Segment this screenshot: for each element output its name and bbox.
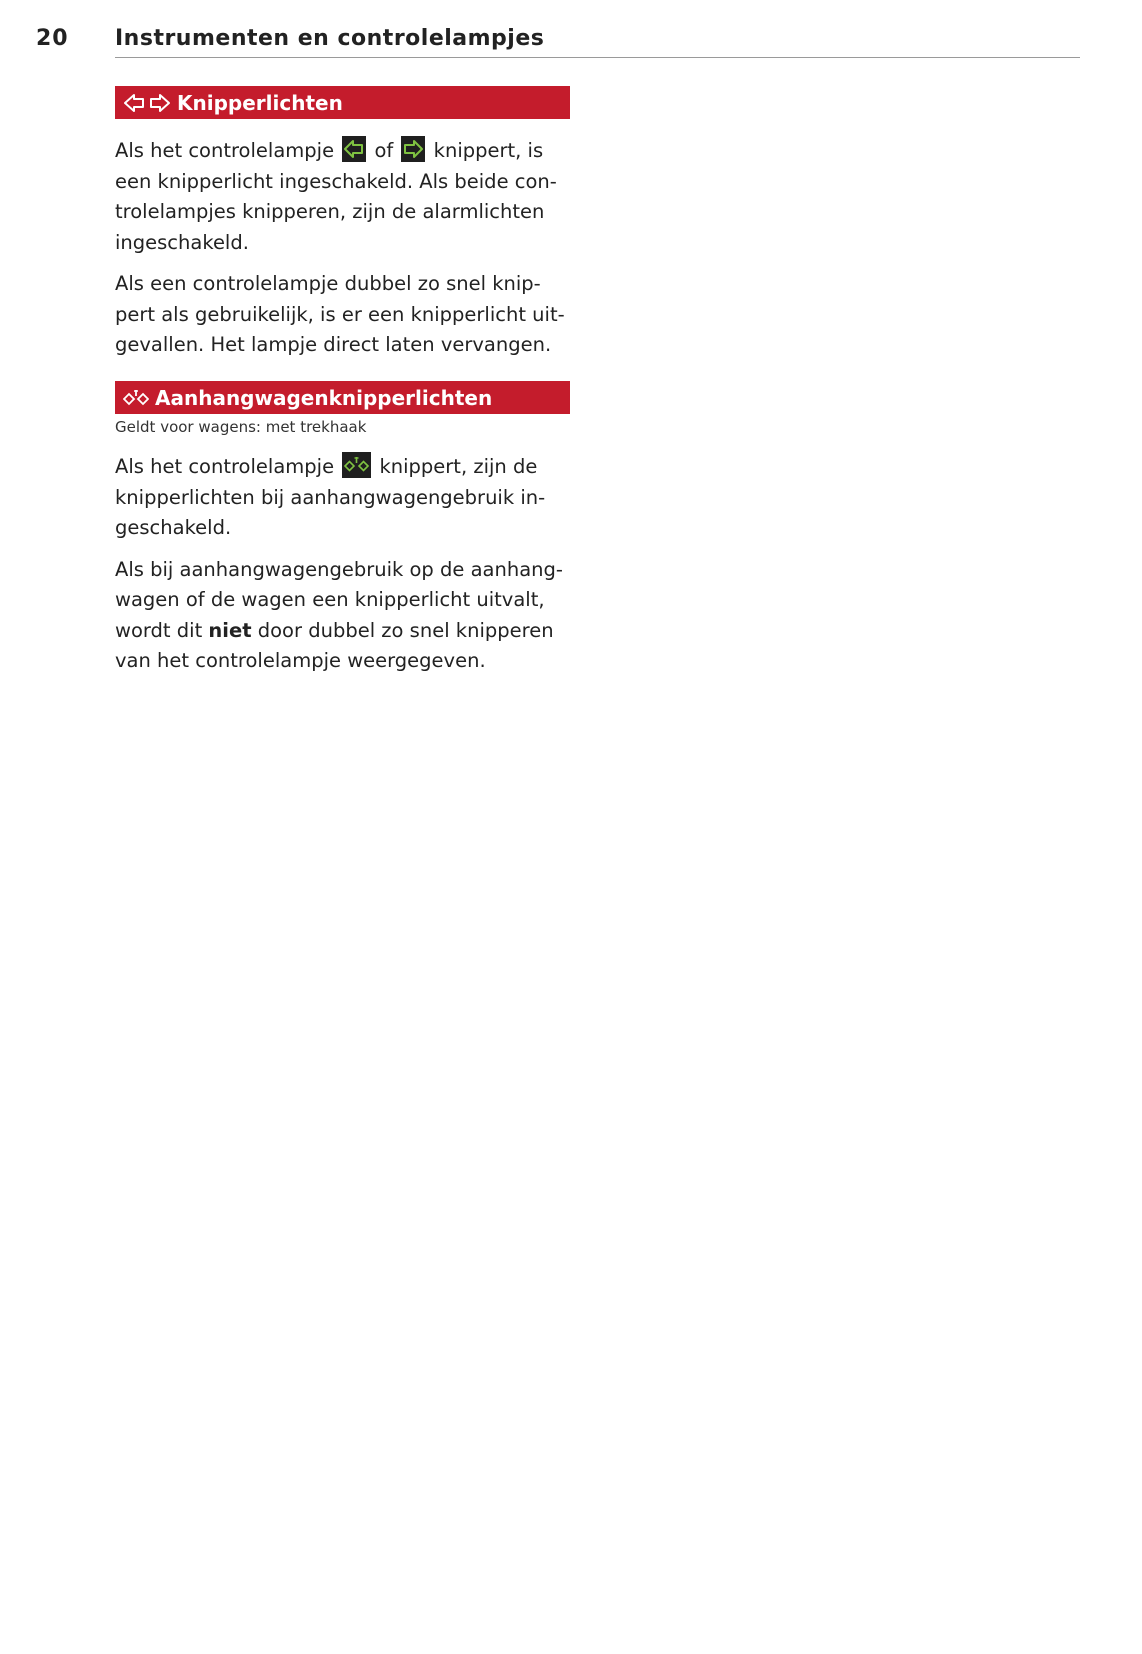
- section-title: Aanhangwagenknipperlichten: [155, 385, 493, 410]
- emphasis-text: niet: [208, 618, 252, 642]
- section-knipperlichten: [115, 86, 570, 361]
- text-segment: door dubbel zo snel knipperen van het controlelampje weergegeven.: [115, 618, 554, 672]
- paragraph: [115, 555, 570, 677]
- text-segment: knippert, is een knipperlicht ingeschakeld. Als beide controlelampjes knipperen, zijn de alarmlichten ingeschakeld.: [115, 139, 557, 254]
- chapter-title: Instrumenten en controlelampjes: [115, 26, 545, 51]
- text-segment: Als bij aanhangwagengebruik op de aanhangwagen of de wagen een knipperlicht uitvalt, wordt dit: [115, 557, 563, 642]
- trailer-turn-signal-icon: [342, 452, 371, 478]
- text-segment: knippert, zijn de knipperlichten bij aanhangwagengebruik ingeschakeld.: [115, 455, 546, 539]
- section-heading-aanhangwagenknipperlichten: [115, 381, 570, 414]
- section-heading-knipperlichten: [115, 86, 570, 119]
- turn-signal-right-icon: [401, 136, 425, 162]
- section-aanhangwagenknipperlichten: [115, 381, 570, 677]
- paragraph: [115, 136, 570, 258]
- turn-signal-left-icon: [342, 136, 366, 162]
- text-segment: Als het controlelampje: [115, 139, 335, 162]
- paragraph: [115, 452, 570, 544]
- paragraph: Als een controlelampje dubbel zo snel knippert als gebruikelijk, is er een knipperlicht uitgevallen. Het lampje direct laten vervangen.: [115, 272, 565, 356]
- section-title: Knipperlichten: [177, 90, 343, 115]
- header-divider: [115, 57, 1080, 58]
- page-number: 20: [36, 26, 69, 51]
- text-segment: Als het controlelampje: [115, 455, 335, 478]
- trailer-turn-signal-icon: [123, 387, 149, 409]
- text-segment: of: [374, 139, 394, 162]
- applicability-note: Geldt voor wagens: met trekhaak: [115, 418, 367, 436]
- turn-signals-icon: [123, 92, 171, 114]
